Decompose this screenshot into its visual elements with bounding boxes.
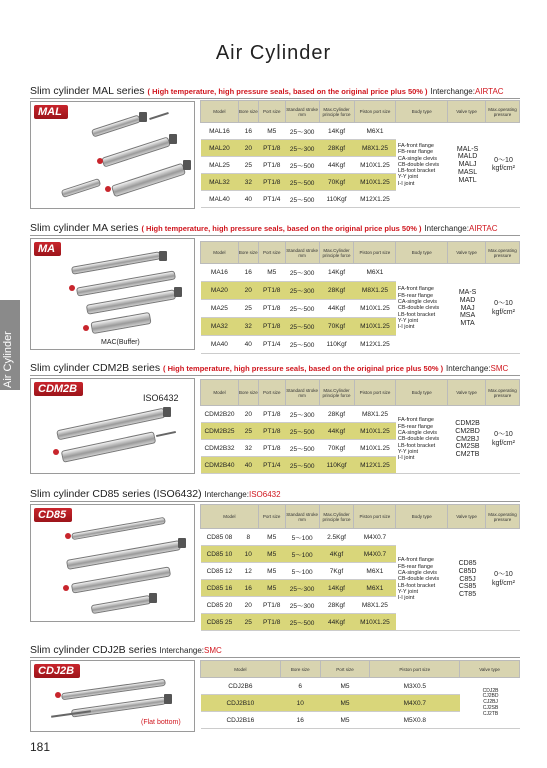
column-header: Port size <box>258 242 285 264</box>
table-cell: 70Kgf <box>319 174 354 191</box>
column-header: Max.Cylinder principle force <box>319 380 354 406</box>
table-cell: M6X1 <box>354 563 396 580</box>
table-cell: MA25 <box>201 300 239 318</box>
table-cell: FA-front flange FB-rear flange CA-single clevis CB-double clevis LB-foot bracket Y-Y joint I-I joint <box>396 123 448 208</box>
spec-table <box>200 100 520 208</box>
table-cell: PT1/8 <box>258 597 285 614</box>
table-cell: CDJ2B10 <box>201 695 281 712</box>
table-cell: 16 <box>238 580 258 597</box>
table-cell: 44Kgf <box>319 423 354 440</box>
table-cell: 10 <box>280 695 320 712</box>
table-cell: 25 <box>238 423 258 440</box>
table-cell: 28Kgf <box>319 406 354 423</box>
column-header: Valve type <box>448 380 486 406</box>
column-header: Body type <box>396 101 448 123</box>
table-cell: PT1/8 <box>258 157 285 174</box>
table-cell: 25～500 <box>285 300 319 318</box>
table-cell: PT1/8 <box>258 300 285 318</box>
cylinder-illustration <box>156 431 176 437</box>
table-cell: 44Kgf <box>319 300 354 318</box>
table-cell: PT1/8 <box>258 318 285 336</box>
product-image <box>30 660 195 732</box>
table-cell: M10X1.25 <box>354 174 396 191</box>
table-cell: PT1/8 <box>258 174 285 191</box>
image-caption: (Flat bottom) <box>141 719 181 726</box>
spec-table <box>200 241 520 354</box>
table-cell: M8X1.25 <box>354 597 396 614</box>
table-cell: 20 <box>238 282 258 300</box>
table-cell: 6 <box>280 678 320 695</box>
table-cell: 40 <box>238 191 258 208</box>
spec-table <box>200 379 520 474</box>
column-header: Model <box>201 380 239 406</box>
column-header: Valve type <box>448 101 486 123</box>
series-badge: MA <box>34 242 61 256</box>
section-heading: Slim cylinder CD85 series (ISO6432) Interchange:ISO6432 <box>30 488 281 500</box>
cylinder-illustration <box>139 112 147 122</box>
table-cell: 25～500 <box>285 336 319 354</box>
table-cell: PT1/8 <box>258 282 285 300</box>
image-caption: MAC(Buffer) <box>101 339 140 346</box>
column-header: Bore size <box>280 661 320 678</box>
table-cell: M12X1.25 <box>354 336 396 354</box>
column-header: Model <box>201 505 259 529</box>
table-cell: MA16 <box>201 264 239 282</box>
column-header: Max.operating pressure <box>486 101 520 123</box>
cylinder-illustration <box>90 312 151 334</box>
table-cell: M10X1.25 <box>354 614 396 631</box>
cylinder-illustration <box>105 186 111 192</box>
column-header: Piston port size <box>354 242 396 264</box>
table-cell: M6X1 <box>354 580 396 597</box>
table-cell: M4X0.7 <box>354 529 396 546</box>
cylinder-illustration <box>71 251 161 275</box>
column-header: Piston port size <box>354 380 396 406</box>
product-image <box>30 238 195 350</box>
column-header: Port size <box>258 505 285 529</box>
column-header: Bore size <box>238 380 258 406</box>
column-header: Max.Cylinder principle force <box>319 505 354 529</box>
cylinder-illustration <box>183 160 191 170</box>
table-cell: 5～100 <box>285 563 319 580</box>
table-cell: 5～100 <box>285 546 319 563</box>
column-header: Piston port size <box>354 101 396 123</box>
table-cell: CDJ2B16 <box>201 712 281 729</box>
table-cell: CDM2B20 <box>201 406 239 423</box>
cylinder-illustration <box>159 251 167 261</box>
table-cell: 25～300 <box>285 282 319 300</box>
section-cdj2b <box>30 644 530 724</box>
table-cell: CDJ2B6 <box>201 678 281 695</box>
table-cell: M5 <box>320 695 370 712</box>
table-cell: M10X1.25 <box>354 440 396 457</box>
table-cell: 110Kgf <box>319 336 354 354</box>
table-cell: MA32 <box>201 318 239 336</box>
section-heading: Slim cylinder CDJ2B series Interchange:SMC <box>30 644 222 656</box>
column-header: Port size <box>258 380 285 406</box>
table-cell: 0～10 kgf/cm² <box>485 406 519 474</box>
table-cell: 25～500 <box>285 457 319 474</box>
cylinder-illustration <box>178 538 186 548</box>
table-row <box>201 678 520 695</box>
column-header: Bore size <box>238 242 258 264</box>
table-cell: 70Kgf <box>319 318 354 336</box>
series-badge: MAL <box>34 105 68 119</box>
iso-label: ISO6432 <box>143 393 179 403</box>
series-badge: CDM2B <box>34 382 83 396</box>
table-cell: M12X1.25 <box>354 191 396 208</box>
table-cell: 44Kgf <box>319 157 354 174</box>
table-cell: M5 <box>258 529 285 546</box>
table-cell: FA-front flange FB-rear flange CA-single clevis CB-double clevis LB-foot bracket Y-Y joint I-I joint <box>396 264 448 354</box>
table-cell: 0～10 kgf/cm² <box>486 123 520 208</box>
table-cell: M12X1.25 <box>354 457 396 474</box>
column-header: Piston port size <box>354 505 396 529</box>
product-image <box>30 504 195 622</box>
section-heading: Slim cylinder CDM2B series ( High temperature, high pressure seals, based on the original price plus 50% ) Interchange:SMC <box>30 362 509 374</box>
table-cell: FA-front flange FB-rear flange CA-single clevis CB-double clevis LB-foot bracket Y-Y joint I-I joint <box>396 406 448 474</box>
page-number: 181 <box>30 740 51 754</box>
cylinder-illustration <box>65 533 71 539</box>
cylinder-illustration <box>66 540 181 570</box>
table-cell: 10 <box>238 546 258 563</box>
table-cell: PT1/4 <box>258 191 285 208</box>
cylinder-illustration <box>86 289 176 314</box>
table-cell: 28Kgf <box>319 597 354 614</box>
table-cell: MAL25 <box>201 157 239 174</box>
cylinder-illustration <box>55 692 61 698</box>
section-heading: Slim cylinder MAL series ( High temperature, high pressure seals, based on the original price plus 50% ) Interchange:AIRTAC <box>30 85 504 97</box>
table-cell: 14Kgf <box>319 123 354 140</box>
section-cd85 <box>30 488 530 633</box>
table-cell: MAL20 <box>201 140 239 157</box>
table-cell: 25～300 <box>285 406 319 423</box>
table-cell: FA-front flange FB-rear flange CA-single clevis CB-double clevis LB-foot bracket Y-Y joint I-I joint <box>396 529 448 631</box>
table-cell: 25 <box>238 157 258 174</box>
column-header: Max.Cylinder principle force <box>319 101 354 123</box>
table-cell: PT1/8 <box>258 440 285 457</box>
table-cell: CDM2B40 <box>201 457 239 474</box>
column-header: Max.operating pressure <box>485 505 519 529</box>
table-cell: M4X0.7 <box>370 695 460 712</box>
table-cell: CD85 08 <box>201 529 239 546</box>
table-cell: MA20 <box>201 282 239 300</box>
column-header: Valve type <box>460 661 520 678</box>
table-cell: 25 <box>238 300 258 318</box>
table-cell: M6X1 <box>354 123 396 140</box>
table-cell: MA40 <box>201 336 239 354</box>
table-cell: 25～500 <box>285 440 319 457</box>
section-mal <box>30 85 530 210</box>
table-cell: M8X1.25 <box>354 282 396 300</box>
column-header: Piston port size <box>370 661 460 678</box>
table-cell: 25 <box>238 614 258 631</box>
table-row <box>201 406 520 423</box>
table-row <box>201 123 520 140</box>
table-cell: 25～500 <box>285 318 319 336</box>
column-header: Max.Cylinder principle force <box>319 242 354 264</box>
table-cell: CDM2B CM2BD CM2BJ CM2SB CM2TB <box>448 406 486 474</box>
table-cell: 5～100 <box>285 529 319 546</box>
table-cell: 70Kgf <box>319 440 354 457</box>
table-cell: 25～300 <box>285 140 319 157</box>
table-cell: 110Kgf <box>319 457 354 474</box>
table-cell: M5 <box>258 123 285 140</box>
table-cell: M8X1.25 <box>354 406 396 423</box>
cylinder-illustration <box>71 566 171 593</box>
column-header: Standard stroke mm <box>285 505 319 529</box>
table-cell: CD85 16 <box>201 580 239 597</box>
table-row <box>201 529 520 546</box>
column-header: Model <box>201 101 239 123</box>
table-cell: 28Kgf <box>319 140 354 157</box>
table-cell: M10X1.25 <box>354 300 396 318</box>
column-header: Max.operating pressure <box>485 380 519 406</box>
cylinder-illustration <box>61 679 166 701</box>
column-header: Body type <box>396 242 448 264</box>
table-cell: PT1/8 <box>258 406 285 423</box>
table-cell: PT1/8 <box>258 423 285 440</box>
table-cell: CDM2B32 <box>201 440 239 457</box>
table-cell: 2.5Kgf <box>319 529 354 546</box>
table-cell: 25～300 <box>285 580 319 597</box>
table-cell: 20 <box>238 597 258 614</box>
table-cell: 40 <box>238 457 258 474</box>
table-cell: 20 <box>238 140 258 157</box>
table-cell: M5 <box>320 678 370 695</box>
table-cell: PT1/8 <box>258 614 285 631</box>
column-header: Standard stroke mm <box>285 101 319 123</box>
cylinder-illustration <box>91 114 141 137</box>
table-cell: 25～500 <box>285 191 319 208</box>
table-cell: M5 <box>258 580 285 597</box>
cylinder-illustration <box>63 585 69 591</box>
cylinder-illustration <box>149 112 169 120</box>
table-cell: 4Kgf <box>319 546 354 563</box>
table-cell: CDJ2B CJ2BD CJ2BJ CJ2SB CJ2TB <box>460 678 520 729</box>
series-badge: CDJ2B <box>34 664 80 678</box>
cylinder-illustration <box>174 287 182 297</box>
table-cell: CD85 10 <box>201 546 239 563</box>
spec-table <box>200 504 520 631</box>
table-cell: M5 <box>258 563 285 580</box>
table-cell: 12 <box>238 563 258 580</box>
table-cell: 16 <box>238 123 258 140</box>
cylinder-illustration <box>149 593 157 603</box>
table-cell: MA-S MAD MAJ MSA MTA <box>448 264 486 354</box>
cylinder-illustration <box>71 517 166 540</box>
table-cell: M8X1.25 <box>354 140 396 157</box>
table-cell: 0～10 kgf/cm² <box>485 264 519 354</box>
table-cell: M5X0.8 <box>370 712 460 729</box>
table-cell: 25～500 <box>285 174 319 191</box>
table-row <box>201 264 520 282</box>
table-cell: M3X0.5 <box>370 678 460 695</box>
table-cell: CD85 12 <box>201 563 239 580</box>
table-cell: MAL16 <box>201 123 239 140</box>
cylinder-illustration <box>163 407 171 417</box>
table-cell: MAL32 <box>201 174 239 191</box>
table-cell: M6X1 <box>354 264 396 282</box>
column-header: Standard stroke mm <box>285 380 319 406</box>
table-cell: M5 <box>320 712 370 729</box>
table-cell: CDM2B25 <box>201 423 239 440</box>
table-cell: M10X1.25 <box>354 157 396 174</box>
spec-table <box>200 660 520 729</box>
table-cell: CD85 25 <box>201 614 239 631</box>
column-header: Standard stroke mm <box>285 242 319 264</box>
side-tab-label: Air Cylinder <box>2 331 14 388</box>
product-image <box>30 101 195 209</box>
cylinder-illustration <box>91 595 152 614</box>
table-cell: M10X1.25 <box>354 318 396 336</box>
table-cell: 32 <box>238 174 258 191</box>
table-cell: 44Kgf <box>319 614 354 631</box>
table-cell: M5 <box>258 546 285 563</box>
table-cell: M4X0.7 <box>354 546 396 563</box>
series-badge: CD85 <box>34 508 72 522</box>
table-cell: 14Kgf <box>319 580 354 597</box>
column-header: Max.operating pressure <box>485 242 519 264</box>
column-header: Valve type <box>448 505 486 529</box>
table-cell: 8 <box>238 529 258 546</box>
cylinder-illustration <box>101 136 171 167</box>
table-cell: CD85 C85D C85J CS85 CT85 <box>448 529 486 631</box>
cylinder-illustration <box>111 163 186 198</box>
table-cell: 25～300 <box>285 123 319 140</box>
table-cell: M5 <box>258 264 285 282</box>
table-cell: 16 <box>238 264 258 282</box>
column-header: Model <box>201 661 281 678</box>
cylinder-illustration <box>169 134 177 144</box>
side-tab <box>0 300 20 390</box>
table-cell: CD85 20 <box>201 597 239 614</box>
column-header: Body type <box>396 505 448 529</box>
column-header: Model <box>201 242 239 264</box>
page-title: Air Cylinder <box>215 42 332 64</box>
cylinder-illustration <box>61 178 102 198</box>
table-cell: 7Kgf <box>319 563 354 580</box>
table-cell: 28Kgf <box>319 282 354 300</box>
table-cell: PT1/4 <box>258 457 285 474</box>
product-image <box>30 378 195 474</box>
column-header: Body type <box>396 380 448 406</box>
column-header: Port size <box>320 661 370 678</box>
table-cell: 16 <box>280 712 320 729</box>
column-header: Bore size <box>238 101 258 123</box>
cylinder-illustration <box>71 696 166 717</box>
table-cell: MAL40 <box>201 191 239 208</box>
table-cell: 25～500 <box>285 614 319 631</box>
table-cell: PT1/4 <box>258 336 285 354</box>
table-cell: 25～500 <box>285 157 319 174</box>
table-cell: 0～10 kgf/cm² <box>485 529 519 631</box>
table-cell: 14Kgf <box>319 264 354 282</box>
table-cell: 20 <box>238 406 258 423</box>
table-cell: 25～500 <box>285 423 319 440</box>
table-cell: M10X1.25 <box>354 423 396 440</box>
table-cell: 32 <box>238 440 258 457</box>
cylinder-illustration <box>69 285 75 291</box>
table-cell: MAL-S MALD MALJ MASL MATL <box>448 123 486 208</box>
table-cell: 32 <box>238 318 258 336</box>
table-cell: PT1/8 <box>258 140 285 157</box>
cylinder-illustration <box>53 449 59 455</box>
cylinder-illustration <box>83 325 89 331</box>
cylinder-illustration <box>97 158 103 164</box>
table-cell: 25～300 <box>285 264 319 282</box>
section-ma <box>30 222 530 352</box>
table-cell: 25～300 <box>285 597 319 614</box>
cylinder-illustration <box>164 694 172 704</box>
table-cell: 110Kgf <box>319 191 354 208</box>
column-header: Port size <box>258 101 285 123</box>
section-cdm2b <box>30 362 530 477</box>
section-heading: Slim cylinder MA series ( High temperature, high pressure seals, based on the original price plus 50% ) Interchange:AIRTAC <box>30 222 498 234</box>
table-cell: 40 <box>238 336 258 354</box>
column-header: Valve type <box>448 242 486 264</box>
